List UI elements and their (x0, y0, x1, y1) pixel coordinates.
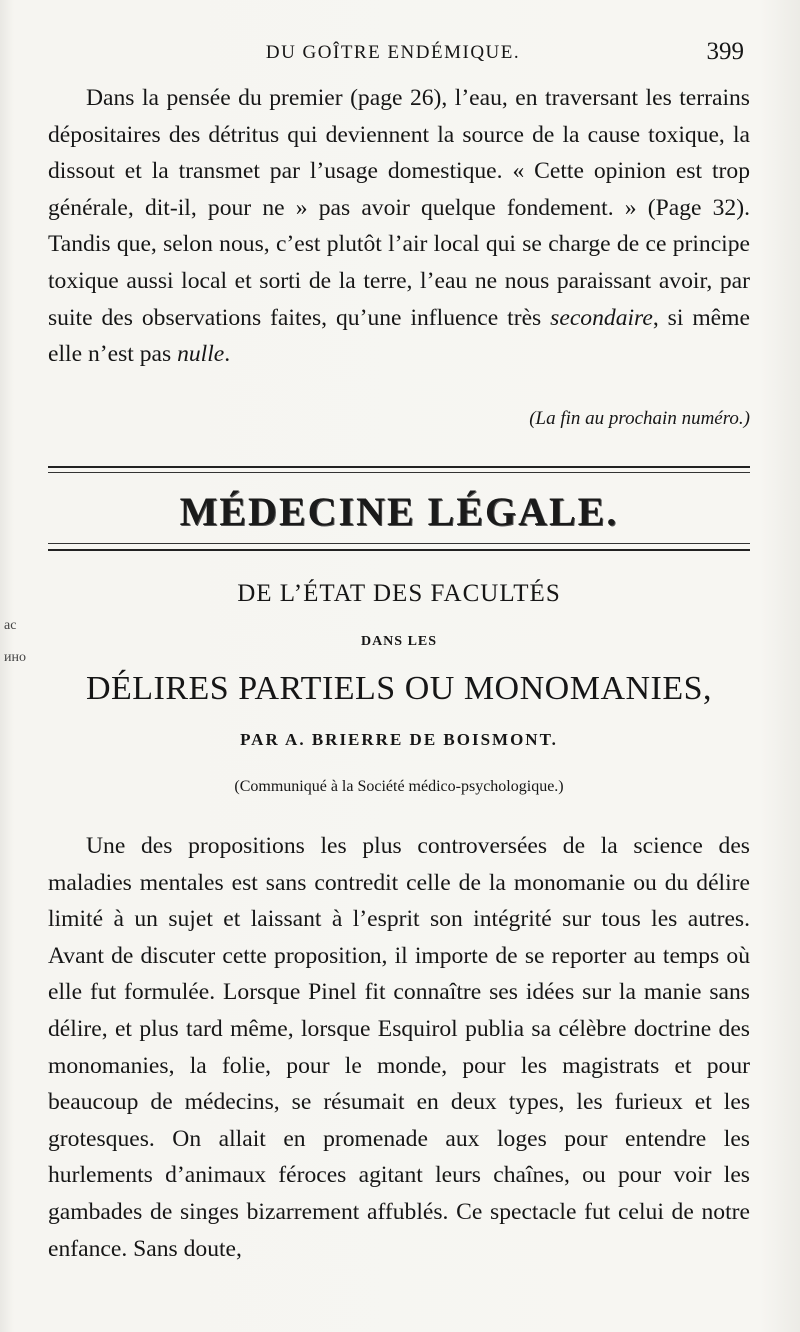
article-author: PAR A. BRIERRE DE BOISMONT. (240, 730, 558, 749)
paragraph-monomanie (48, 828, 750, 1267)
emphasis-secondaire: secondaire (550, 304, 653, 331)
paragraph-text-end: . (224, 341, 231, 368)
page-number: 399 (706, 38, 744, 65)
emphasis-nulle: nulle (177, 341, 225, 368)
section-rule-top (48, 466, 750, 468)
article-title-dans: DANS LES (360, 634, 438, 649)
article-title-line2: DÉLIRES PARTIELS OU MONOMANIES, (85, 670, 713, 707)
article-note: (Communiqué à la Société médico-psychologique.) (234, 778, 564, 795)
paragraph-text: Une des propositions les plus controversées de la science des maladies mentales est sans contredit celle de la monomanie ou du délire limité à un sujet et laissant à l’esprit son intégrité sur tous les autres. Avant de discuter cette proposition, il importe de se reporter au temps où elle fut formulée. Lorsque Pinel fit connaître ses idées sur la manie sans délire, et plus tard même, lorsque Esquirol publia sa célèbre doctrine des monomanies, la folie, pour le monde, pour les magistrats et pour beaucoup de médecins, se résumait en deux types, les furieux et les grotesques. On allait en promenade aux loges pour entendre les hurlements d’animaux féroces agitant leurs chaînes, ou pour voir les gambades de singes bizarrement affublés. Ce spectacle fut celui de notre enfance. Sans doute, (48, 833, 750, 1262)
section-rule-bottom-thin (48, 543, 750, 544)
margin-mark: ино (4, 650, 26, 665)
paragraph-goitre (48, 80, 750, 373)
paragraph-text: Dans la pensée du premier (page 26), l’eau, en traversant les terrains dépositaires des détritus qui deviennent la source de la cause toxique, la dissout et la transmet par l’usage domestique. « Cette opinion est trop générale, dit-il, pour ne » pas avoir quelque fondement. » (Page 32). Tandis que, selon nous, c’est plutôt l’air local qui se charge de ce principe toxique aussi local et sorti de la terre, l’eau ne nous paraissant avoir, par suite des observations faites, qu’une influence très (48, 85, 750, 331)
article-title-line1: DE L’ÉTAT DES FACULTÉS (237, 580, 561, 607)
running-header (48, 36, 744, 70)
margin-mark: ac (4, 618, 17, 633)
paragraph-text-mid: , si même elle n’est pas (48, 304, 750, 368)
section-rule-top-thin (48, 472, 750, 473)
running-title: DU GOÎTRE ENDÉMIQUE. (265, 42, 521, 63)
continued-note: (La fin au prochain numéro.) (529, 408, 750, 429)
section-rule-bottom (48, 549, 750, 551)
section-title: MÉDECINE LÉGALE. (179, 489, 619, 534)
